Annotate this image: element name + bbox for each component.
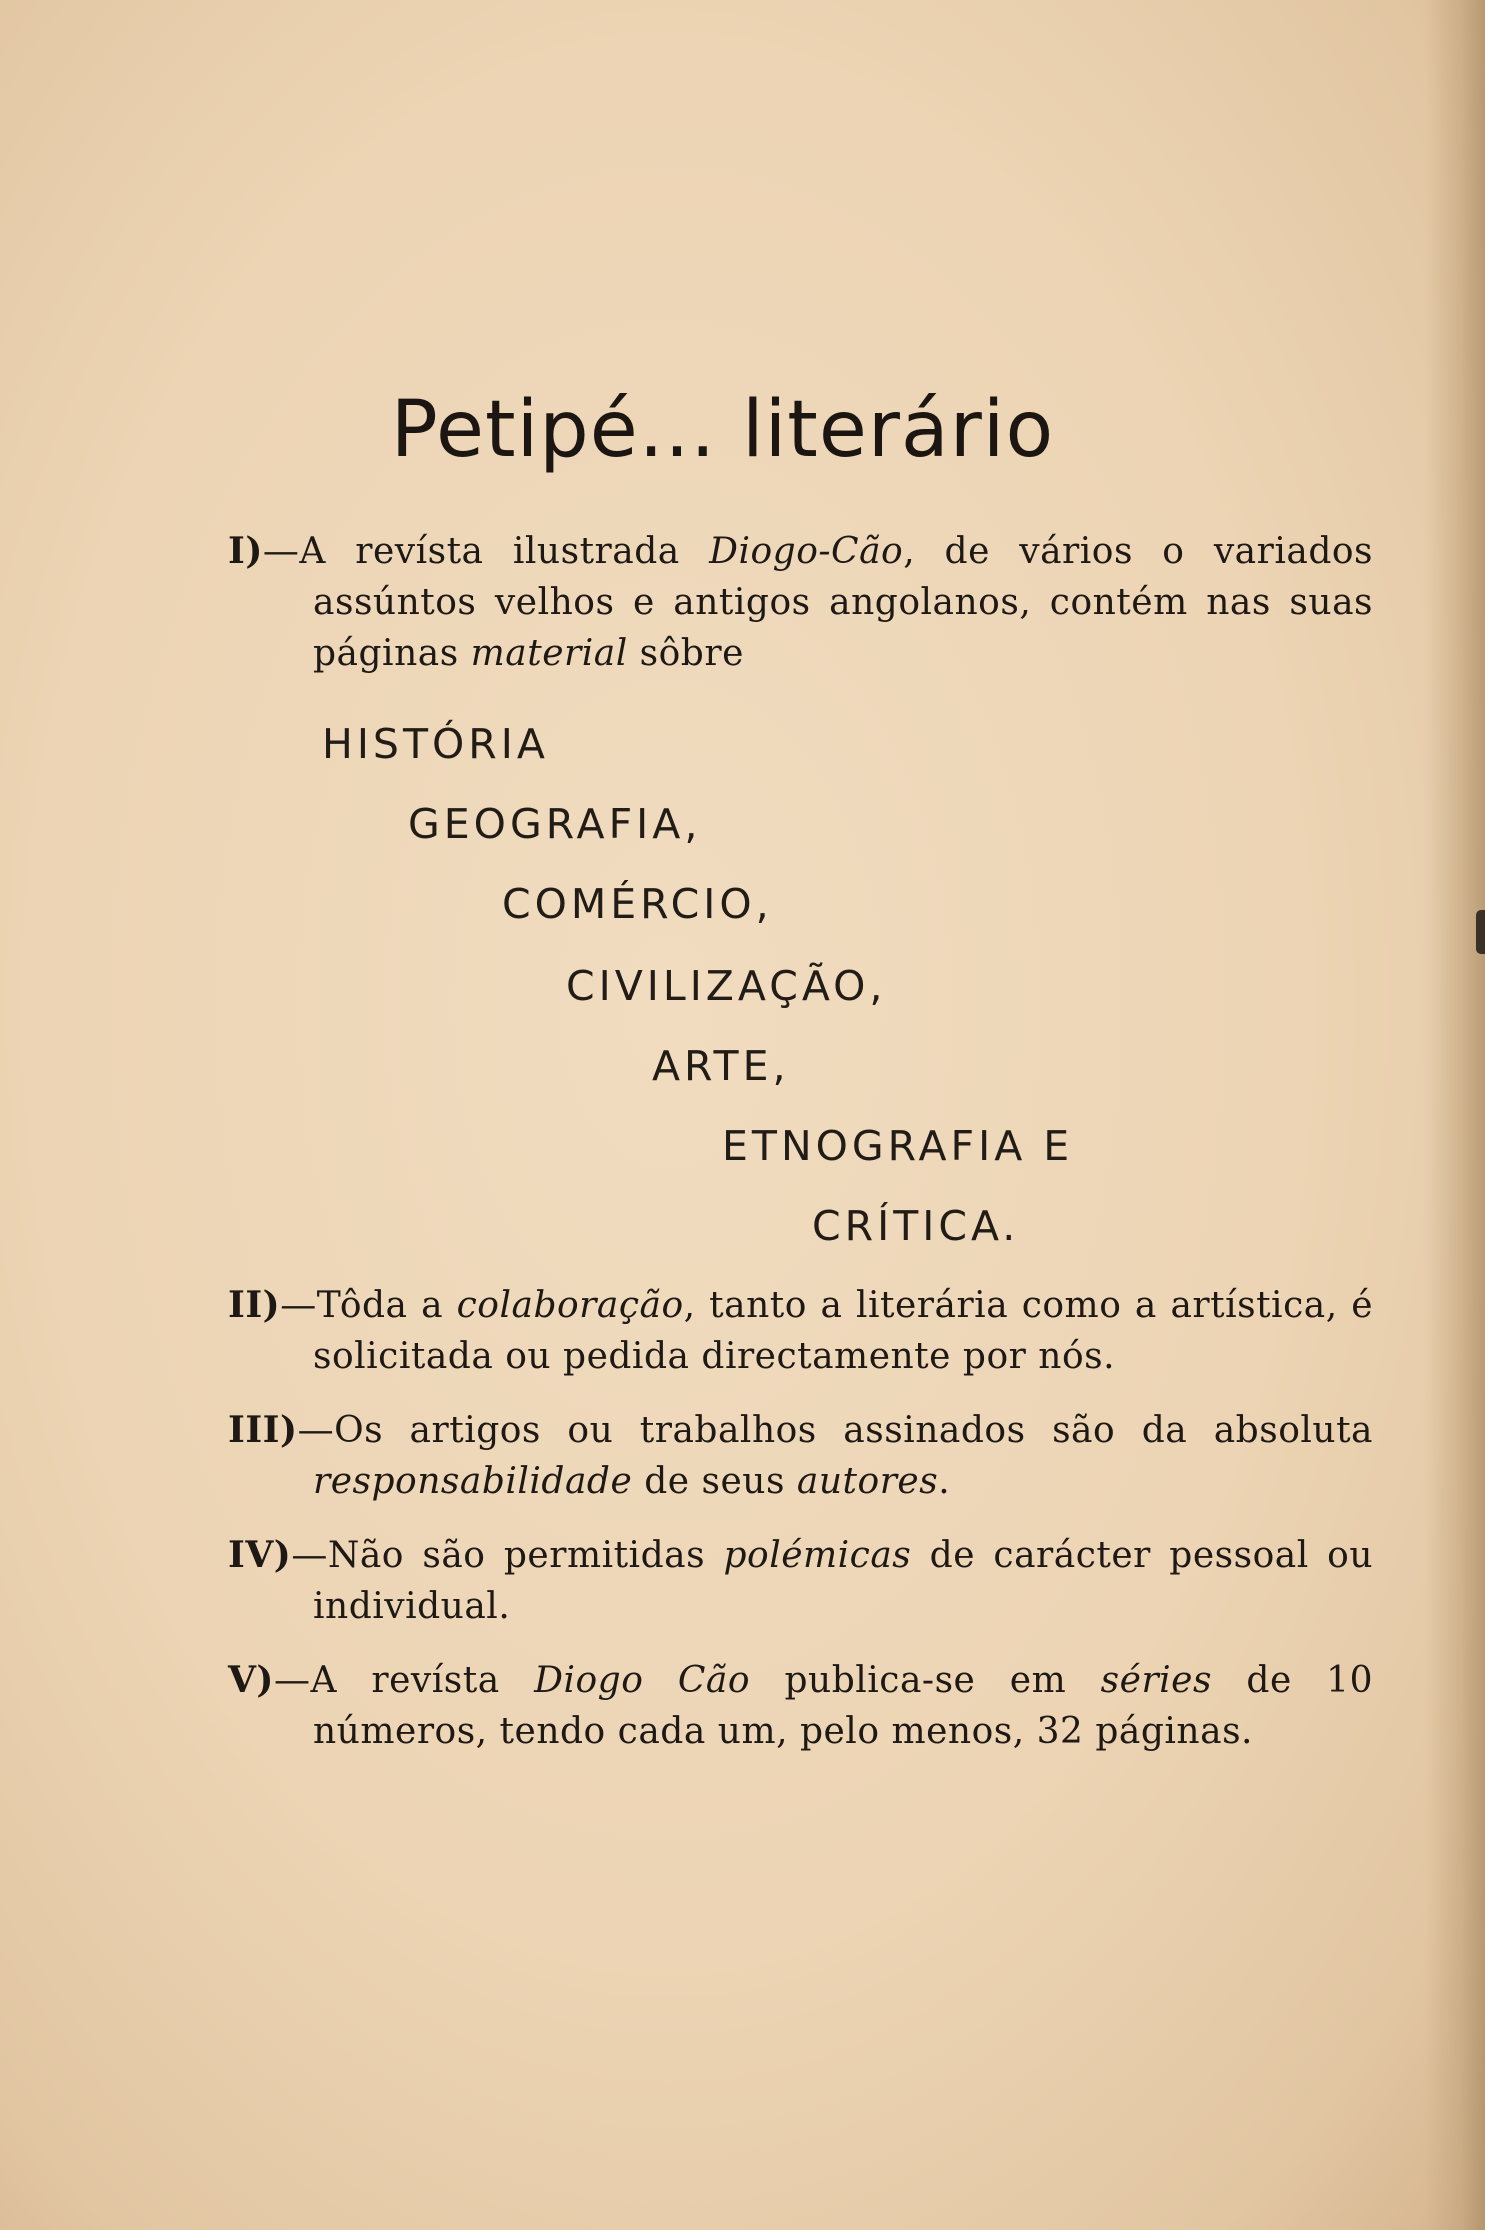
rule-dash: — <box>262 531 300 572</box>
rule-italic-text: colaboração <box>456 1285 684 1326</box>
rule-italic-text: Diogo-Cão <box>709 531 904 572</box>
rule-italic-text: material <box>470 633 628 674</box>
rule-text: , tanto a literária como a artística, é solicitada ou pedida directamente por nós. <box>313 1285 1374 1377</box>
rule-italic-text: Diogo Cão <box>534 1660 751 1701</box>
rule-dash: — <box>273 1660 311 1701</box>
rule-text: Os artigos ou trabalhos assinados são da absoluta <box>334 1410 1373 1451</box>
topic-geografia: GEOGRAFIA, <box>408 800 702 848</box>
topic-critica: CRÍTICA. <box>812 1202 1020 1250</box>
rule-text: A revísta ilustrada <box>299 531 710 572</box>
rule-italic-text: séries <box>1100 1660 1212 1701</box>
rule-text: . <box>938 1461 951 1502</box>
rule-number: II) <box>228 1284 281 1326</box>
page-edge-shadow <box>1425 0 1485 2230</box>
topic-comercio: COMÉRCIO, <box>502 880 773 928</box>
rule-text: , de vários o variados assúntos velhos e antigos angolanos, contém nas suas páginas <box>313 531 1374 674</box>
rule-dash: — <box>297 1410 335 1451</box>
rule-italic-text: responsabilidade <box>313 1461 633 1502</box>
rule-italic-text: autores <box>796 1461 939 1502</box>
rule-item-1 <box>228 526 1373 679</box>
rule-dash: — <box>291 1535 328 1576</box>
page-title: Petipé... literário <box>390 385 1055 475</box>
rule-text: publica-se em <box>750 1660 1101 1701</box>
topic-etnografia: ETNOGRAFIA E <box>722 1122 1074 1170</box>
rule-text: Não são permitidas <box>327 1535 724 1576</box>
rule-item-2 <box>228 1280 1373 1382</box>
topic-arte: ARTE, <box>652 1042 790 1090</box>
rule-italic-text: polémicas <box>723 1535 912 1576</box>
rule-text: Tôda a <box>316 1285 457 1326</box>
page-edge-mark <box>1476 910 1485 954</box>
rule-text: de 10 números, tendo cada um, pelo menos, 32 páginas. <box>313 1660 1373 1752</box>
topic-civilizacao: CIVILIZAÇÃO, <box>566 962 887 1010</box>
topic-historia: HISTÓRIA <box>322 720 549 768</box>
rule-item-5 <box>228 1655 1373 1757</box>
rule-text: de seus <box>632 1461 797 1502</box>
rule-text: sôbre <box>627 633 744 674</box>
rule-text: de carácter pessoal ou individual. <box>313 1535 1374 1627</box>
rule-item-3 <box>228 1405 1373 1507</box>
rule-number: III) <box>228 1409 298 1451</box>
rule-dash: — <box>280 1285 317 1326</box>
rule-number: V) <box>228 1659 274 1701</box>
rule-item-4 <box>228 1530 1373 1632</box>
rule-number: I) <box>228 530 263 572</box>
rule-number: IV) <box>228 1534 292 1576</box>
rule-text: A revísta <box>310 1660 535 1701</box>
